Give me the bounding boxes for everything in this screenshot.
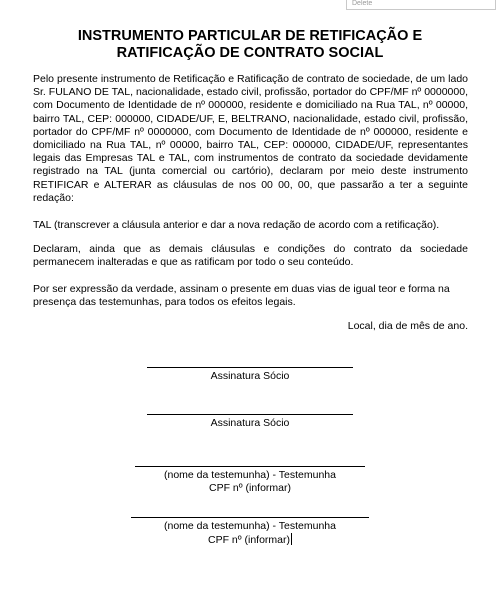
tal-paragraph: TAL (transcrever a cláusula anterior e dar a nova redação de acordo com a retificação). xyxy=(33,219,440,231)
signature-label: Assinatura Sócio xyxy=(210,370,290,382)
expressao-paragraph: Por ser expressão da verdade, assinam o presente em duas vias de igual teor e forma na presença das testemunhas, para todos os efeitos legais. xyxy=(33,283,450,309)
witness-cpf-line xyxy=(125,533,375,547)
signature-line xyxy=(135,466,365,467)
signature-block-2 xyxy=(140,414,360,430)
signature-line xyxy=(147,367,353,368)
witness-cpf: CPF nº (informar) xyxy=(208,481,291,494)
title-line-2: RATIFICAÇÃO DE CONTRATO SOCIAL xyxy=(116,45,384,61)
document-title xyxy=(20,28,480,62)
witness-name: (nome da testemunha) - Testemunha xyxy=(164,469,336,481)
signature-block-1 xyxy=(140,367,360,383)
witness-block-2 xyxy=(125,517,375,546)
delete-tab[interactable] xyxy=(346,0,496,10)
witness-block-1 xyxy=(130,466,370,494)
declaram-paragraph: Declaram, ainda que as demais cláusulas e condições do contrato da sociedade permanecem inalteradas e que as ratificam por todo o seu conteúdo. xyxy=(33,243,468,269)
witness-cpf: CPF nº (informar) xyxy=(207,533,290,546)
signature-label: Assinatura Sócio xyxy=(210,417,290,429)
place-date: Local, dia de mês de ano. xyxy=(347,320,468,332)
signature-line xyxy=(131,517,369,518)
signature-line xyxy=(147,414,353,415)
witness-name: (nome da testemunha) - Testemunha xyxy=(164,520,336,532)
main-paragraph: Pelo presente instrumento de Retificação e Ratificação de contrato de sociedade, de um lado Sr. FULANO DE TAL, nacionalidade, estado civil, profissão, portador do CPF/MF nº 0000000, com Documento de Identidade de nº 000000, residente e domiciliado na Rua TAL, nº 00000, bairro TAL, CEP: 000000, CIDADE/UF, E, BELTRANO, nacionalidade, estado civil, profissão, portador do CPF/MF nº 0000000, com Documento de Identidade de nº 000000, residente e domiciliado na Rua TAL, nº 00000, bairro TAL, CEP: 000000, CIDADE/UF, representantes legais das Empresas TAL e TAL, com instrumentos de contrato da sociedade devidamente registrado na TAL (junta comercial ou cartório), declaram por meio deste instrumento RETIFICAR e ALTERAR as cláusulas de nos 00 00, 00, que passarão a ter a seguinte redação: xyxy=(33,73,468,204)
title-line-1: INSTRUMENTO PARTICULAR DE RETIFICAÇÃO E xyxy=(77,28,423,44)
delete-tab-label: Delete xyxy=(352,0,373,7)
text-cursor xyxy=(291,533,292,545)
